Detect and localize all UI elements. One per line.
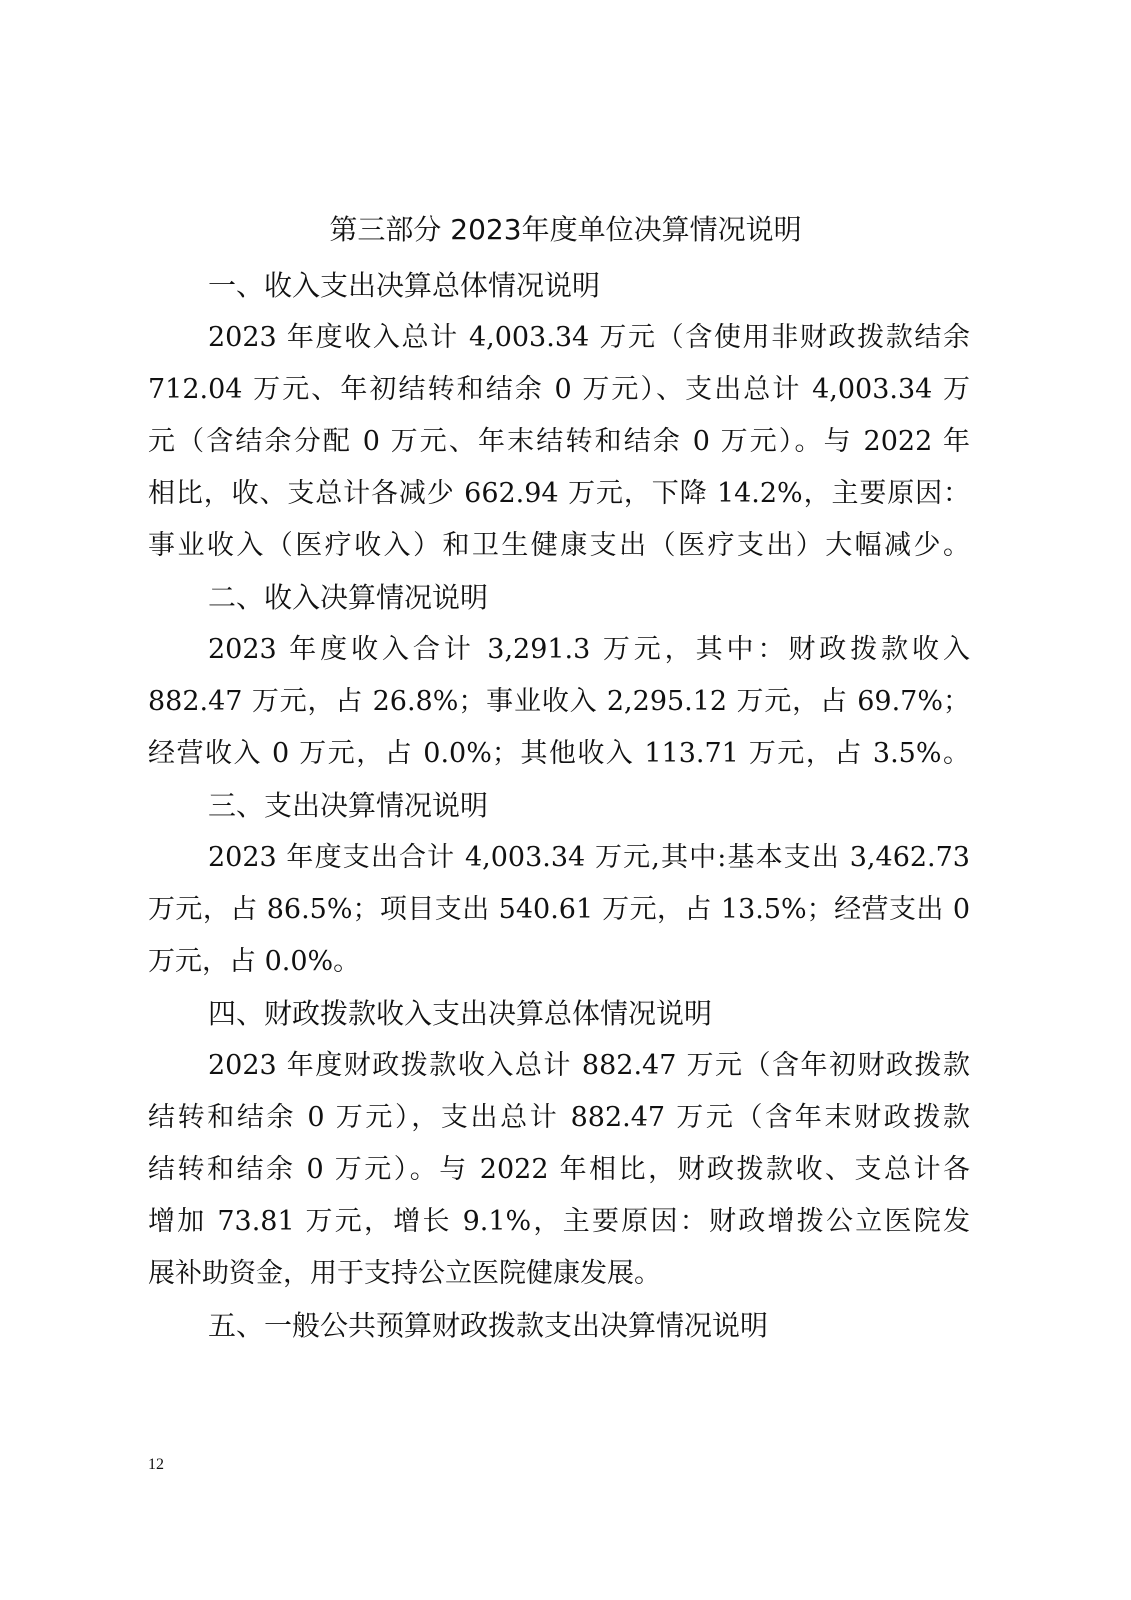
paragraph-line: 2023 年度收入合计 3,291.3 万元，其中：财政拨款收入 bbox=[208, 634, 970, 665]
paragraph-line: 增加 73.81 万元，增长 9.1%，主要原因：财政增拨公立医院发 bbox=[148, 1206, 970, 1237]
paragraph-line: 相比，收、支总计各减少 662.94 万元，下降 14.2%，主要原因： bbox=[148, 478, 970, 509]
paragraph-line: 结转和结余 0 万元），支出总计 882.47 万元（含年末财政拨款 bbox=[148, 1102, 970, 1133]
paragraph-line: 2023 年度财政拨款收入总计 882.47 万元（含年初财政拨款 bbox=[208, 1050, 970, 1081]
paragraph-line: 万元，占 86.5%；项目支出 540.61 万元，占 13.5%；经营支出 0 bbox=[148, 894, 970, 925]
paragraph-line: 882.47 万元，占 26.8%；事业收入 2,295.12 万元，占 69.7%； bbox=[148, 686, 970, 717]
paragraph-line: 事业收入（医疗收入）和卫生健康支出（医疗支出）大幅减少。 bbox=[148, 530, 970, 561]
paragraph-line: 712.04 万元、年初结转和结余 0 万元）、支出总计 4,003.34 万 bbox=[148, 374, 970, 405]
paragraph-line: 2023 年度收入总计 4,003.34 万元（含使用非财政拨款结余 bbox=[208, 322, 970, 353]
paragraph-line: 展补助资金，用于支持公立医院健康发展。 bbox=[148, 1258, 661, 1289]
page-number: 12 bbox=[148, 1456, 164, 1473]
paragraph-line: 结转和结余 0 万元）。与 2022 年相比，财政拨款收、支总计各 bbox=[148, 1154, 970, 1185]
paragraph-line: 元（含结余分配 0 万元、年末结转和结余 0 万元）。与 2022 年 bbox=[148, 426, 970, 457]
section-heading-1: 一、收入支出决算总体情况说明 bbox=[208, 269, 601, 302]
page-title: 第三部分 2023年度单位决算情况说明 bbox=[329, 213, 802, 246]
paragraph-line: 2023 年度支出合计 4,003.34 万元,其中:基本支出 3,462.73 bbox=[208, 842, 970, 873]
section-heading-4: 四、财政拨款收入支出决算总体情况说明 bbox=[208, 997, 713, 1030]
section-heading-2: 二、收入决算情况说明 bbox=[208, 581, 489, 614]
paragraph-line: 经营收入 0 万元，占 0.0%；其他收入 113.71 万元，占 3.5%。 bbox=[148, 738, 970, 769]
section-heading-5: 五、一般公共预算财政拨款支出决算情况说明 bbox=[208, 1309, 769, 1342]
section-heading-3: 三、支出决算情况说明 bbox=[208, 789, 489, 822]
paragraph-line: 万元，占 0.0%。 bbox=[148, 946, 361, 977]
